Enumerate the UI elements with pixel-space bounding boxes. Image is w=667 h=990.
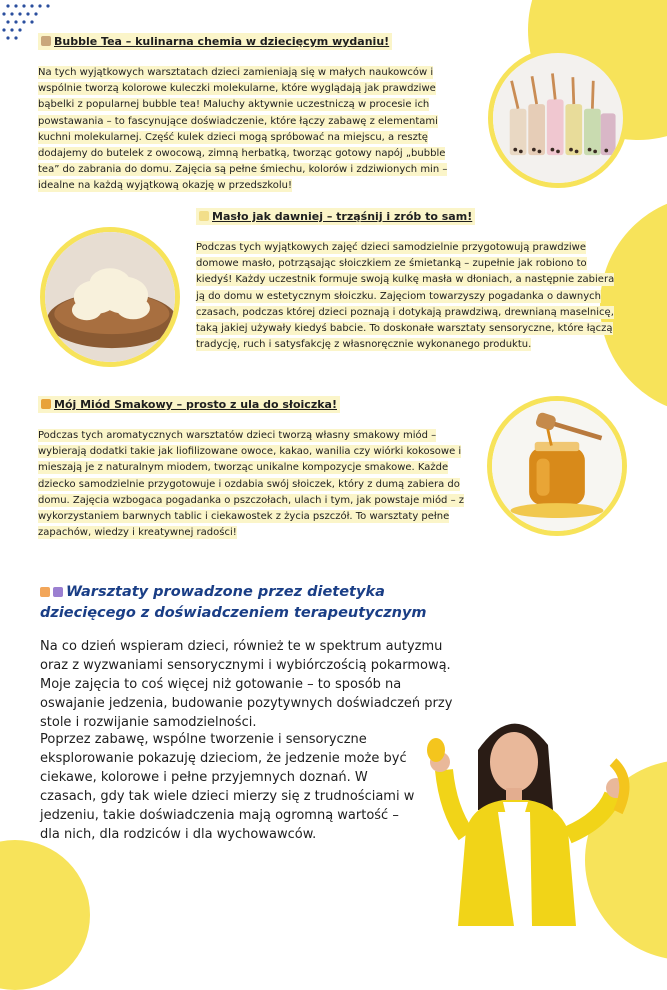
section-bubble-tea [38,30,468,195]
chef-icon [40,587,50,597]
section-title: Mój Miód Smakowy – prosto z ula do słoiczka! [38,396,340,413]
health-icon [53,587,63,597]
butter-photo [40,227,180,367]
section-text: Podczas tych aromatycznych warsztatów dzieci tworzą własny smakowy miód – wybierają dodatki takie jak liofilizowane owoce, kakao, wanilia czy wiórki kokosowe i mieszają je z naturalnym miodem, tworząc unikalne kompozycje smakowe. Każde dziecko samodzielnie przygotowuje i ozdabia swój słoiczek, który z dumą zabiera do domu. Zajęcia wzbogaca pogadanka o pszczołach, ulach i tym, jak powstaje miód – z wykorzystaniem barwnych tablic i ciekawostek z życia pszczół. To warsztaty pełne zapachów, wiedzy i kreatywnej radości! [38,430,465,539]
honey-photo [487,396,627,536]
bubble-tea-icon [41,36,51,46]
dietitian-paragraph-1: Na co dzień wspieram dzieci, również te w spektrum autyzmu oraz z wyzwaniami sensorycznymi i wybiórczością pokarmową. Moje zajęcia to coś więcej niż gotowanie – to sposób na oswajanie jedzenia, budowanie pozytywnych doświadczeń przy stole i rozwijanie samodzielności. [40,639,453,730]
section-text: Na tych wyjątkowych warsztatach dzieci zamieniają się w małych naukowców i wspólnie tworzą kolorowe kuleczki molekularne, które wyglądają jak prawdziwe bąbelki z popularnej bubble tea! Maluchy aktywnie uczestniczą w procesie ich powstawania – to fascynujące doświadczenie, które łączy zabawę z elementami kuchni molekularnej. Część kulek dzieci mogą spróbować na miejscu, a resztę dodajemy do butelek z owocową, zimną herbatką, tworząc gotowy napój „bubble tea” do zabrania do domu. Zajęcia są pełne śmiechu, kolorów i zdziwionych min – idealne na każdą wyjątkową okazję w przedszkolu! [38,67,448,192]
dietitian-heading: Warsztaty prowadzone przez dietetyka dziecięcego z doświadczeniem terapeutycznym [40,584,427,621]
butter-icon [199,211,209,221]
dietitian-paragraph-2: Poprzez zabawę, wspólne tworzenie i sensoryczne eksplorowanie pokazuję dzieciom, że jedzenie może być ciekawe, kolorowe i pełne przyjemnych doznań. W czasach, gdy tak wiele dzieci mierzy się z trudnościami w jedzeniu, takie doświadczenia mają ogromną wartość – dla nich, dla rodziców i dla wychowawców. [40,732,415,842]
bubble-tea-photo [488,48,628,188]
dietitian-photo [418,700,640,926]
section-title: Masło jak dawniej – trząśnij i zrób to sam! [196,208,475,225]
yellow-circle-bottom-left [0,840,90,990]
honey-icon [41,399,51,409]
section-text: Podczas tych wyjątkowych zajęć dzieci samodzielnie przygotowują prawdziwe domowe masło, potrząsając słoiczkiem ze śmietanką – zupełnie jak robiono to kiedyś! Każdy uczestnik formuje swoją kulkę masła w dłoniach, a następnie zabiera ją do domu w estetycznym słoiczku. Zajęciom towarzyszy pogadanka o dawnych czasach, podczas której dzieci poznają i dotykają prawdziwą, drewnianą maselnicę, taką jakiej używały kiedyś babcie. To doskonałe warsztaty sensoryczne, które łączą tradycję, ruch i satysfakcję z własnoręcznie wykonanego produktu. [196,242,615,351]
section-title: Bubble Tea – kulinarna chemia w dziecięcym wydaniu! [38,33,392,50]
section-honey [38,393,468,541]
section-butter [196,205,626,353]
